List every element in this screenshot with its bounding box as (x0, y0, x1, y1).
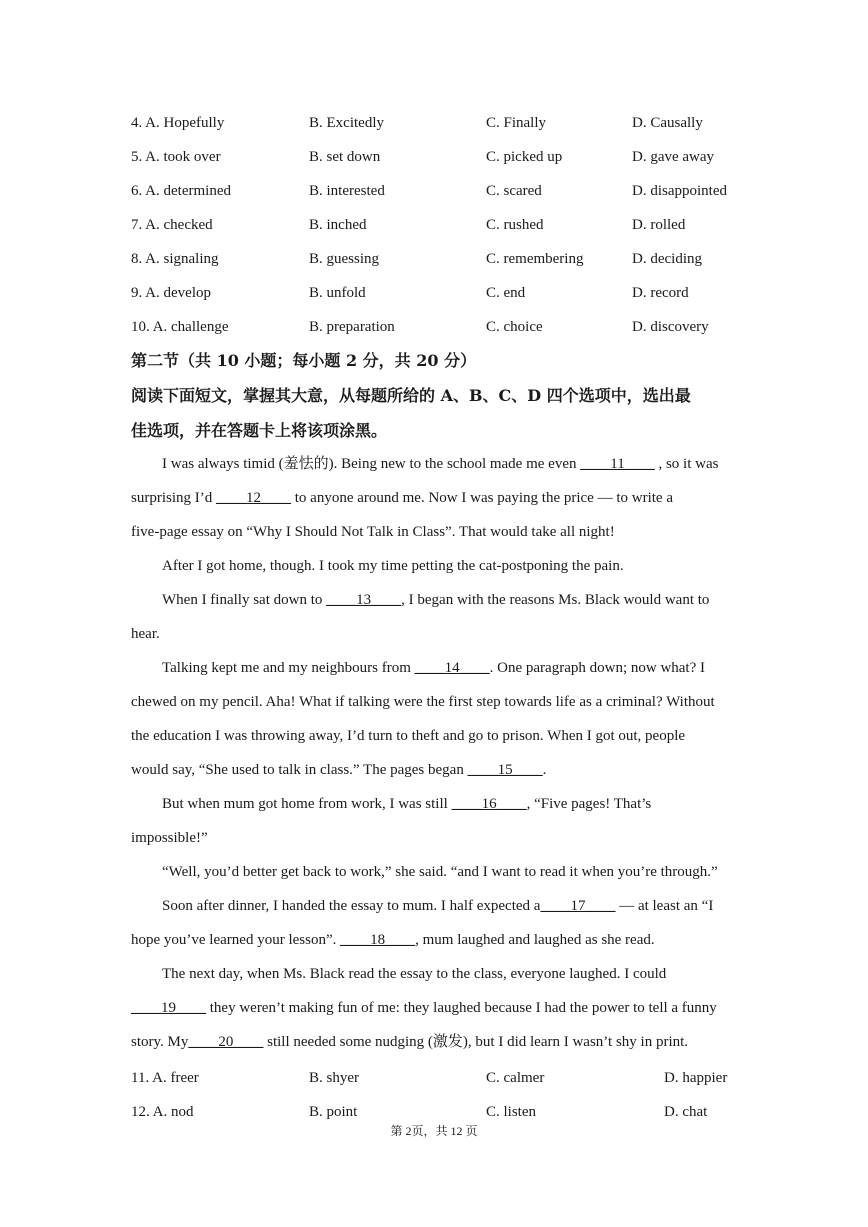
passage-line (131, 928, 741, 952)
option-b: B. set down (309, 149, 381, 165)
option-row-9 (131, 281, 741, 305)
option-a: 10. A. challenge (131, 319, 229, 335)
section-instruction-line2: 佳选项，并在答题卡上将该项涂黑。 (131, 421, 388, 440)
option-row-8 (131, 247, 741, 271)
option-c: C. picked up (486, 149, 563, 165)
option-b: B. Excitedly (309, 115, 384, 131)
option-c: C. end (486, 285, 526, 301)
passage-line: impossible!” (131, 830, 208, 846)
page-footer: 第 2页，共 12 页 (390, 1124, 478, 1138)
passage-line: five-page essay on “Why I Should Not Talk in Class”. That would take all night! (131, 524, 615, 540)
passage-line (131, 1030, 741, 1054)
passage-text: would say, “She used to talk in class.” The pages began (131, 762, 468, 778)
option-a: 4. A. Hopefully (131, 115, 225, 131)
option-row-12 (131, 1100, 741, 1124)
passage-text: Talking kept me and my neighbours from (162, 660, 415, 676)
passage-line: “Well, you’d better get back to work,” she said. “and I want to read it when you’re through.” (162, 864, 718, 880)
passage-text: they weren’t making fun of me: they laughed because I had the power to tell a funny (206, 1000, 717, 1016)
passage-text: But when mum got home from work, I was still (162, 796, 452, 812)
passage-line: the education I was throwing away, I’d turn to theft and go to prison. When I got out, people (131, 728, 686, 744)
passage-line (131, 792, 741, 816)
option-row-11 (131, 1066, 741, 1090)
passage-text: surprising I’d (131, 490, 216, 506)
blank-20: ____20____ (188, 1034, 264, 1050)
option-a: 12. A. nod (131, 1104, 194, 1120)
option-a: 5. A. took over (131, 149, 221, 165)
blank-19: ____19____ (131, 1000, 206, 1016)
option-d: D. happier (664, 1070, 728, 1086)
passage-text: to anyone around me. Now I was paying the price — to write a (291, 490, 673, 506)
option-b: B. preparation (309, 319, 395, 335)
passage-line: After I got home, though. I took my time petting the cat-postponing the pain. (162, 558, 624, 574)
option-d: D. record (632, 285, 689, 301)
passage-line (131, 894, 741, 918)
option-c: C. Finally (486, 115, 547, 131)
option-c: C. calmer (486, 1070, 545, 1086)
passage-line (131, 996, 741, 1020)
option-row-5 (131, 145, 741, 169)
passage-line (131, 758, 741, 782)
passage-text: story. My (131, 1034, 189, 1050)
section-title: 第二节（共 10 小题；每小题 2 分，共 20 分） (131, 351, 477, 370)
option-d: D. disappointed (632, 183, 727, 199)
section-instruction-line1: 阅读下面短文，掌握其大意，从每题所给的 A、B、C、D 四个选项中，选出最 (131, 386, 691, 405)
option-c: C. listen (486, 1104, 537, 1120)
option-b: B. inched (309, 217, 367, 233)
blank-16: ____16____ (451, 796, 527, 812)
option-c: C. remembering (486, 251, 584, 267)
passage-line (131, 656, 741, 680)
option-b: B. shyer (309, 1070, 359, 1086)
blank-15: ____15____ (467, 762, 543, 778)
passage-line: The next day, when Ms. Black read the essay to the class, everyone laughed. I could (162, 966, 667, 982)
passage-text: — at least an “I (615, 898, 714, 914)
blank-18: ____18____ (340, 932, 416, 948)
passage-line (131, 452, 741, 476)
option-a: 7. A. checked (131, 217, 213, 233)
option-d: D. Causally (632, 115, 703, 131)
passage-text: . (542, 762, 547, 778)
option-row-6 (131, 179, 741, 203)
blank-11: ____11____ (580, 456, 655, 472)
passage-text: , I began with the reasons Ms. Black would want to (401, 592, 710, 608)
option-a: 9. A. develop (131, 285, 211, 301)
passage-line (131, 486, 741, 510)
passage-text: , “Five pages! That’s (526, 796, 652, 812)
option-row-7 (131, 213, 741, 237)
passage-text: , so it was (654, 456, 719, 472)
option-b: B. point (309, 1104, 358, 1120)
option-b: B. interested (309, 183, 385, 199)
option-a: 11. A. freer (131, 1070, 199, 1086)
passage-text: . One paragraph down; now what? I (489, 660, 706, 676)
option-c: C. choice (486, 319, 543, 335)
passage-line (131, 588, 741, 612)
option-b: B. unfold (309, 285, 366, 301)
passage-text: I was always timid (羞怯的). Being new to the school made me even (162, 456, 581, 472)
option-row-4 (131, 111, 741, 135)
option-d: D. deciding (632, 251, 702, 267)
option-d: D. chat (664, 1104, 708, 1120)
passage-line: hear. (131, 626, 160, 642)
passage-text: still needed some nudging (激发), but I did learn I wasn’t shy in print. (263, 1034, 689, 1050)
passage-text: , mum laughed and laughed as she read. (415, 932, 655, 948)
blank-13: ____13____ (326, 592, 402, 608)
option-b: B. guessing (309, 251, 380, 267)
option-c: C. rushed (486, 217, 544, 233)
passage-text: hope you’ve learned your lesson”. (131, 932, 341, 948)
passage-text: Soon after dinner, I handed the essay to mum. I half expected a (162, 898, 541, 914)
blank-12: ____12____ (216, 490, 291, 506)
passage-line: chewed on my pencil. Aha! What if talking were the first step towards life as a criminal? Without (131, 694, 715, 710)
option-row-10 (131, 315, 741, 339)
option-d: D. gave away (632, 149, 715, 165)
option-d: D. discovery (632, 319, 709, 335)
option-c: C. scared (486, 183, 542, 199)
option-a: 8. A. signaling (131, 251, 219, 267)
blank-17: ____17____ (540, 898, 616, 914)
blank-14: ____14____ (414, 660, 490, 676)
passage-text: When I finally sat down to (162, 592, 327, 608)
option-d: D. rolled (632, 217, 686, 233)
option-a: 6. A. determined (131, 183, 231, 199)
